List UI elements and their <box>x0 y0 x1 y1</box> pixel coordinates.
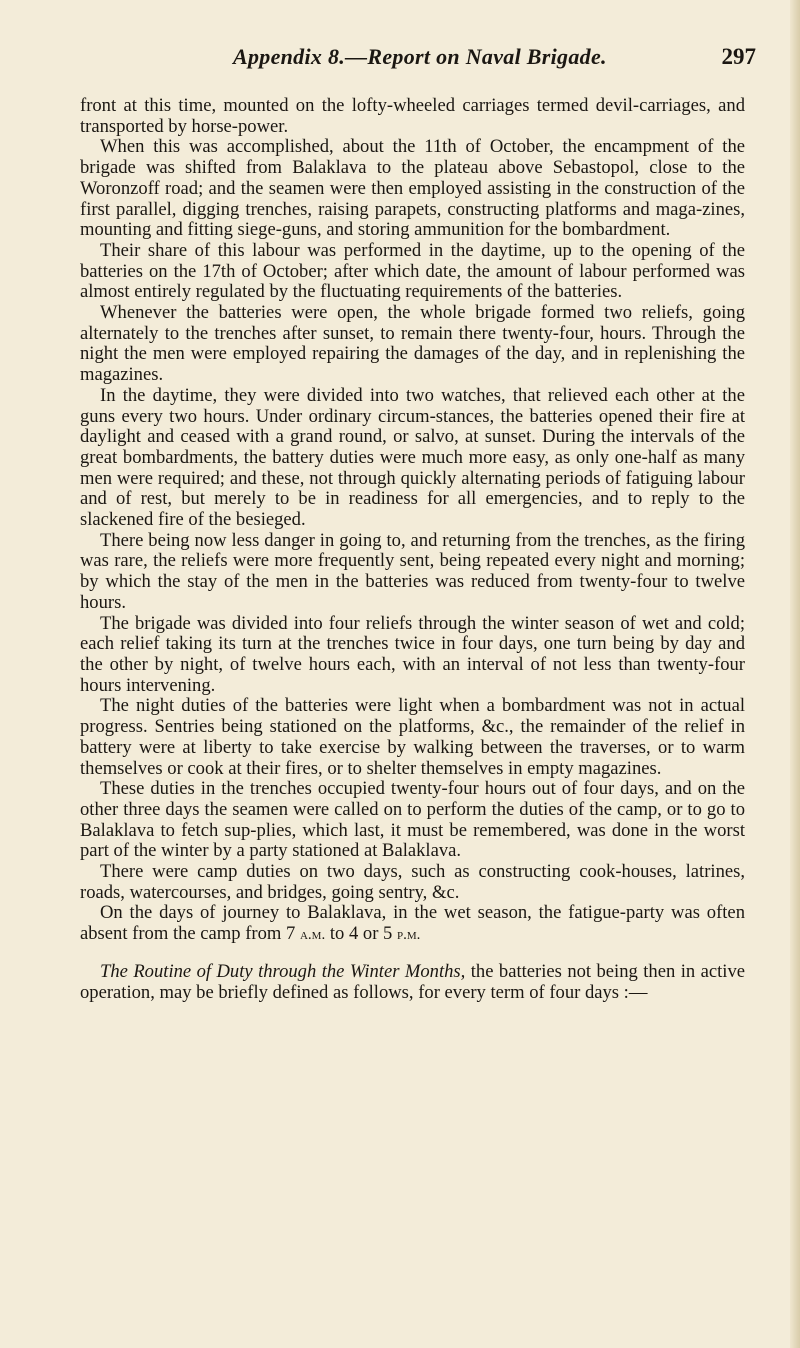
time-am: a.m. <box>299 927 326 944</box>
paragraph: There were camp duties on two days, such as constructing cook-houses, latrines, roads, watercourses, and bridges, going sentry, &c. <box>80 861 745 903</box>
paragraph: Whenever the batteries were open, the whole brigade formed two reliefs, going alternately to the trenches after sunset, to remain there twenty-four, hours. Through the night the men were employed repairing the damages of the day, and in replenishing the magazines. <box>80 302 745 386</box>
paragraph: Their share of this labour was performed in the daytime, up to the opening of the batteries on the 17th of October; after which date, the amount of labour performed was almost entirely regulated by the fluctuating requirements of the batteries. <box>80 239 745 303</box>
page-edge-shadow <box>790 0 800 1348</box>
paragraph: The night duties of the batteries were light when a bombardment was not in actual progress. Sentries being stationed on the platforms, &c., the remainder of the relief in battery were at liberty to take exercise by walking between the traverses, or to warm themselves or cook at their fires, or to shelter themselves in empty magazines. <box>80 695 745 779</box>
routine-title: The Routine of Duty through the Winter Months, <box>100 960 466 982</box>
paragraph: When this was accomplished, about the 11th of October, the encampment of the brigade was shifted from Balaklava to the plateau above Sebastopol, close to the Woronzoff road; and the seamen were then employed assisting in the construction of the first parallel, digging trenches, raising parapets, constructing platforms and maga-zines, mounting and fitting siege-guns, and storing ammunition for the bombardment. <box>80 136 745 241</box>
paragraph: There being now less danger in going to, and returning from the trenches, as the firing was rare, the reliefs were more frequently sent, being repeated every night and morning; by which the stay of the men in the batteries was reduced from twenty-four to twelve hours. <box>80 529 745 613</box>
routine-text: the batteries not being then in active operation, may be briefly defined as follows, for every term of four days :— <box>80 960 745 1003</box>
page-header <box>100 44 760 76</box>
paragraph-journey <box>80 903 745 945</box>
running-head: Appendix 8.—Report on Naval Brigade. <box>233 44 607 69</box>
time-pm: p.m. <box>397 927 421 944</box>
page-number: 297 <box>721 44 756 69</box>
journey-middle: to 4 or 5 <box>329 923 393 945</box>
journey-text: On the days of journey to Balaklava, in the wet season, the fatigue-party was often absent from the camp from 7 <box>80 902 745 945</box>
paragraph: front at this time, mounted on the lofty-wheeled carriages termed devil-carriages, and transported by horse-power. <box>80 95 745 137</box>
paragraph: The brigade was divided into four reliefs through the winter season of wet and cold; each relief taking its turn at the trenches twice in four days, one turn being by day and the other by night, of twelve hours each, with an interval of not less than twenty-four hours intervening. <box>80 612 745 696</box>
page-body <box>80 96 745 1003</box>
routine-paragraph <box>80 962 745 1003</box>
paragraph: In the daytime, they were divided into two watches, that relieved each other at the guns every two hours. Under ordinary circum-stances, the batteries opened their fire at daylight and ceased with a grand round, or salvo, at sunset. During the intervals of the great bombardments, the battery duties were much more easy, as only one-half as many men were required; and these, not through quickly alternating periods of fatiguing labour and of rest, but merely to be in readiness for all emergencies, and to reply to the slackened fire of the besieged. <box>80 384 745 531</box>
section-gap <box>80 946 745 962</box>
paragraph: These duties in the trenches occupied twenty-four hours out of four days, and on the other three days the seamen were called on to perform the duties of the camp, or to go to Balaklava to fetch sup-plies, which last, it must be remembered, was done in the worst part of the winter by a party stationed at Balaklava. <box>80 778 745 862</box>
